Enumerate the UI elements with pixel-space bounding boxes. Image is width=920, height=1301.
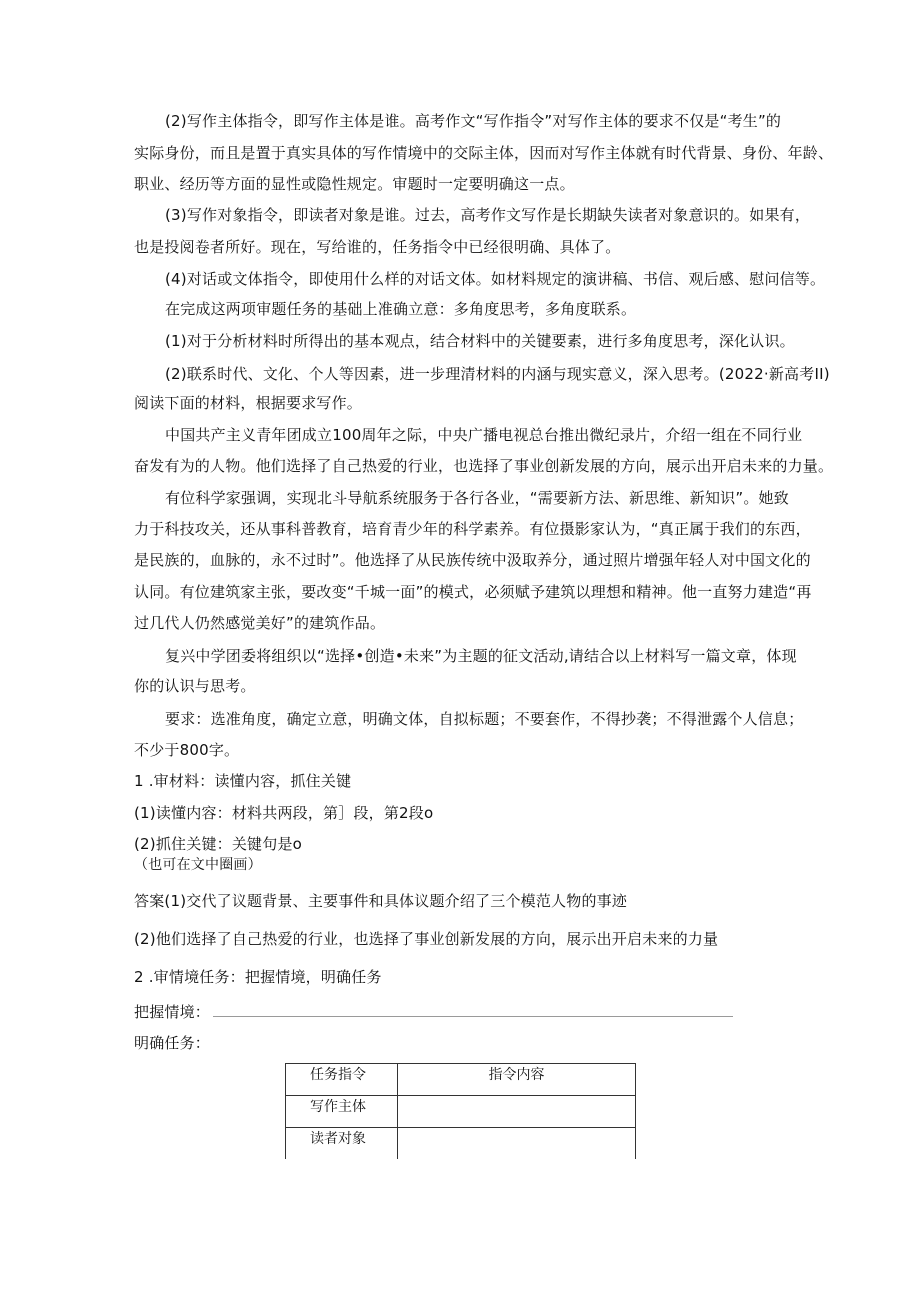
answer-line: 答案(1)交代了议题背景、主要事件和具体议题介绍了三个模范人物的事迹: [134, 892, 628, 910]
paragraph-line: (4)对话或文体指令，即使用什么样的对话文体。如材料规定的演讲稿、书信、观后感、慰问信等。: [165, 270, 826, 288]
table-row: [286, 1096, 636, 1128]
paragraph-line: 是民族的，血脉的，永不过时”。他选择了从民族传统中汲取养分，通过照片增强年轻人对中国文化的: [134, 551, 811, 569]
paragraph-line: (2)写作主体指令，即写作主体是谁。高考作文“写作指令”对写作主体的要求不仅是“考生”的: [165, 112, 782, 130]
table-input-cell[interactable]: [398, 1128, 636, 1160]
paragraph-line: 有位科学家强调，实现北斗导航系统服务于各行各业，“需要新方法、新思维、新知识”。她致: [165, 489, 789, 507]
paragraph-line: 奋发有为的人物。他们选择了自己热爱的行业，也选择了事业创新发展的方向，展示出开启未来的力量。: [134, 457, 834, 475]
table-input-cell[interactable]: [398, 1096, 636, 1128]
table-header-row: [286, 1064, 636, 1096]
paragraph-line: 不少于800字。: [134, 741, 240, 759]
paragraph-line: 复兴中学团委将组织以“选择•创造•未来”为主题的征文活动,请结合以上材料写一篇文章，体现: [165, 647, 797, 665]
field-label: 明确任务：: [134, 1034, 211, 1052]
paragraph-line: 职业、经历等方面的显性或隐性规定。审题时一定要明确这一点。: [134, 175, 575, 193]
table-cell: 读者对象: [286, 1128, 398, 1160]
paragraph-line: 过几代人仍然感觉美好”的建筑作品。: [134, 614, 386, 632]
paragraph-line: 要求：选准角度，确定立意，明确文体，自拟标题；不要套作，不得抄袭；不得泄露个人信息；: [165, 710, 804, 728]
paragraph-note: （也可在文中圈画）: [134, 857, 262, 873]
paragraph-line: 力于科技攻关，还从事科普教育，培育青少年的科学素养。有位摄影家认为，“真正属于我们的东西，: [134, 520, 811, 538]
paragraph-line: (1)读懂内容：材料共两段，第］段，第2段o: [134, 804, 434, 822]
paragraph-line: (2)抓住关键：关键句是o: [134, 835, 303, 853]
table-header-cell: 指令内容: [398, 1064, 636, 1096]
paragraph-line: 在完成这两项审题任务的基础上准确立意：多角度思考，多角度联系。: [165, 300, 637, 318]
table-row: [286, 1128, 636, 1160]
section-heading: 2 .审情境任务：把握情境，明确任务: [134, 968, 382, 986]
paragraph-line: (3)写作对象指令，即读者对象是谁。过去，高考作文写作是长期缺失读者对象意识的。如果有，: [165, 206, 811, 224]
fill-in-blank[interactable]: [213, 1016, 733, 1017]
paragraph-line: 中国共产主义青年团成立100周年之际，中央广播电视总台推出微纪录片，介绍一组在不同行业: [165, 426, 803, 444]
paragraph-line: 实际身份，而且是置于真实具体的写作情境中的交际主体，因而对写作主体就有时代背景、身份、年龄、: [134, 144, 834, 162]
table-header-cell: 任务指令: [286, 1064, 398, 1096]
table-cell: 写作主体: [286, 1096, 398, 1128]
task-table: [285, 1063, 636, 1159]
paragraph-line: 阅读下面的材料，根据要求写作。: [134, 394, 363, 412]
paragraph-line: (2)联系时代、文化、个人等因素，进一步理清材料的内涵与现实意义，深入思考。(2022·新高考II): [165, 365, 830, 383]
section-heading: 1 .审材料：读懂内容，抓住关键: [134, 772, 352, 790]
paragraph-line: (1)对于分析材料时所得出的基本观点，结合材料中的关键要素，进行多角度思考，深化认识。: [165, 332, 795, 350]
paragraph-line: 认同。有位建筑家主张，要改变“千城一面”的模式，必须赋予建筑以理想和精神。他一直努力建造“再: [134, 583, 812, 601]
paragraph-line: 你的认识与思考。: [134, 677, 256, 695]
answer-line: (2)他们选择了自己热爱的行业，也选择了事业创新发展的方向，展示出开启未来的力量: [134, 930, 719, 948]
field-label: 把握情境：: [134, 1003, 211, 1021]
paragraph-line: 也是投阅卷者所好。现在，写给谁的，任务指令中已经很明确、具体了。: [134, 238, 621, 256]
